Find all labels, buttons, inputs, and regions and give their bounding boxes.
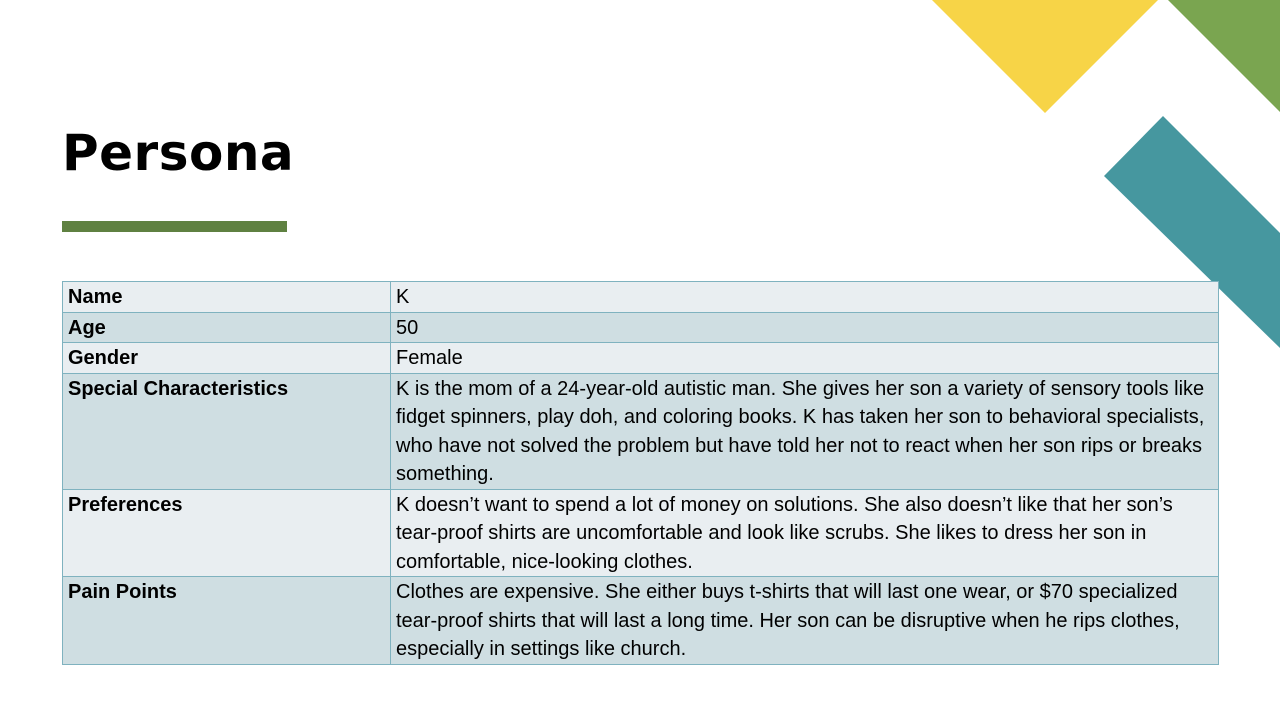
row-value: Female bbox=[391, 343, 1219, 374]
green-triangle-shape bbox=[1168, 0, 1280, 112]
table-row bbox=[63, 373, 1219, 489]
row-value: Clothes are expensive. She either buys t-shirts that will last one wear, or $70 specialized tear-proof shirts that will last a long time. Her son can be disruptive when he rips clothes, especially in settings like church. bbox=[391, 577, 1219, 665]
table-row bbox=[63, 282, 1219, 313]
row-value: K is the mom of a 24-year-old autistic man. She gives her son a variety of sensory tools like fidget spinners, play doh, and coloring books. K has taken her son to behavioral specialists, who have not solved the problem but have told her not to react when her son rips or breaks something. bbox=[391, 373, 1219, 489]
table-row bbox=[63, 489, 1219, 577]
yellow-triangle-shape bbox=[932, 0, 1158, 113]
table-row bbox=[63, 312, 1219, 343]
row-label: Name bbox=[63, 282, 391, 313]
persona-table bbox=[62, 281, 1219, 665]
table-row bbox=[63, 577, 1219, 665]
row-label: Pain Points bbox=[63, 577, 391, 665]
row-label: Age bbox=[63, 312, 391, 343]
row-value: 50 bbox=[391, 312, 1219, 343]
row-label: Gender bbox=[63, 343, 391, 374]
table-row bbox=[63, 343, 1219, 374]
page-title: Persona bbox=[62, 124, 295, 182]
row-label: Special Characteristics bbox=[63, 373, 391, 489]
row-value: K bbox=[391, 282, 1219, 313]
row-value: K doesn’t want to spend a lot of money on solutions. She also doesn’t like that her son’s tear-proof shirts are uncomfortable and look like scrubs. She likes to dress her son in comfortable, nice-looking clothes. bbox=[391, 489, 1219, 577]
row-label: Preferences bbox=[63, 489, 391, 577]
title-underline bbox=[62, 221, 287, 232]
